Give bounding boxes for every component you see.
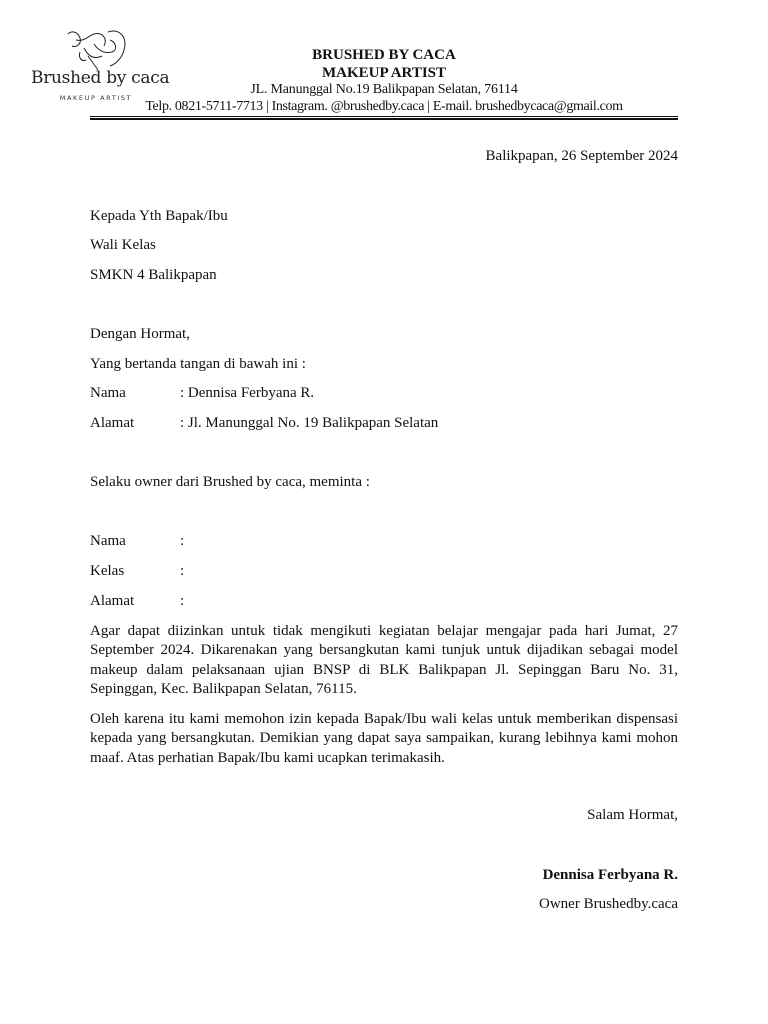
student-class-label: Kelas (90, 563, 125, 579)
body-paragraph-1: Agar dapat diizinkan untuk tidak mengikuti kegiatan belajar mengajar pada hari Jumat, 27 September 2024. Dikarenakan yang bersangkutan kami tunjuk untuk dijadikan sebagai model makeup dalam pelaksanaan ujian BNSP di BLK Balikpapan Jl. Sepinggan Baru No. 31, Sepinggan, Kec. Balikpapan Selatan, 76115. (90, 623, 678, 697)
sender-address-label: Alamat (90, 415, 135, 431)
student-address-label: Alamat (90, 593, 135, 609)
sender-name-value: : Dennisa Ferbyana R. (180, 385, 315, 401)
recipient-line: Kepada Yth Bapak/Ibu (90, 208, 228, 224)
sender-name-label: Nama (90, 385, 126, 401)
recipient-line: Wali Kelas (90, 237, 156, 253)
student-class-value: : (180, 563, 185, 579)
salutation: Dengan Hormat, (90, 326, 190, 342)
business-contact: Telp. 0821-5711-7713 | Instagram. @brushedby.caca | E-mail. brushedbycaca@gmail.com (145, 99, 623, 114)
closing: Salam Hormat, (587, 807, 678, 823)
place-date: Balikpapan, 26 September 2024 (485, 148, 678, 164)
logo-subtitle: MAKEUP ARTIST (59, 94, 133, 102)
signer-title: Owner Brushedby.caca (539, 896, 678, 912)
logo-text: Brushed by caca (31, 68, 170, 88)
intro-text: Yang bertanda tangan di bawah ini : (90, 356, 306, 372)
recipient-line: SMKN 4 Balikpapan (90, 267, 217, 283)
body-paragraph-2: Oleh karena itu kami memohon izin kepada Bapak/Ibu wali kelas untuk memberikan dispensasi kepada yang bersangkutan. Demikian yang dapat saya sampaikan, kurang lebihnya kami mohon maaf. Atas perhatian Bapak/Ibu kami ucapkan terimakasih. (90, 711, 678, 766)
student-name-value: : (180, 533, 185, 549)
business-name: BRUSHED BY CACA (312, 47, 456, 63)
business-address: JL. Manunggal No.19 Balikpapan Selatan, 76114 (250, 82, 518, 97)
student-address-value: : (180, 593, 185, 609)
signer-name: Dennisa Ferbyana R. (542, 867, 678, 883)
request-intro: Selaku owner dari Brushed by caca, meminta : (90, 474, 370, 490)
sender-address-value: : Jl. Manunggal No. 19 Balikpapan Selatan (180, 415, 439, 431)
student-name-label: Nama (90, 533, 126, 549)
header-divider-thick (90, 118, 678, 120)
header-divider-thin (90, 116, 678, 117)
business-role: MAKEUP ARTIST (321, 65, 447, 81)
